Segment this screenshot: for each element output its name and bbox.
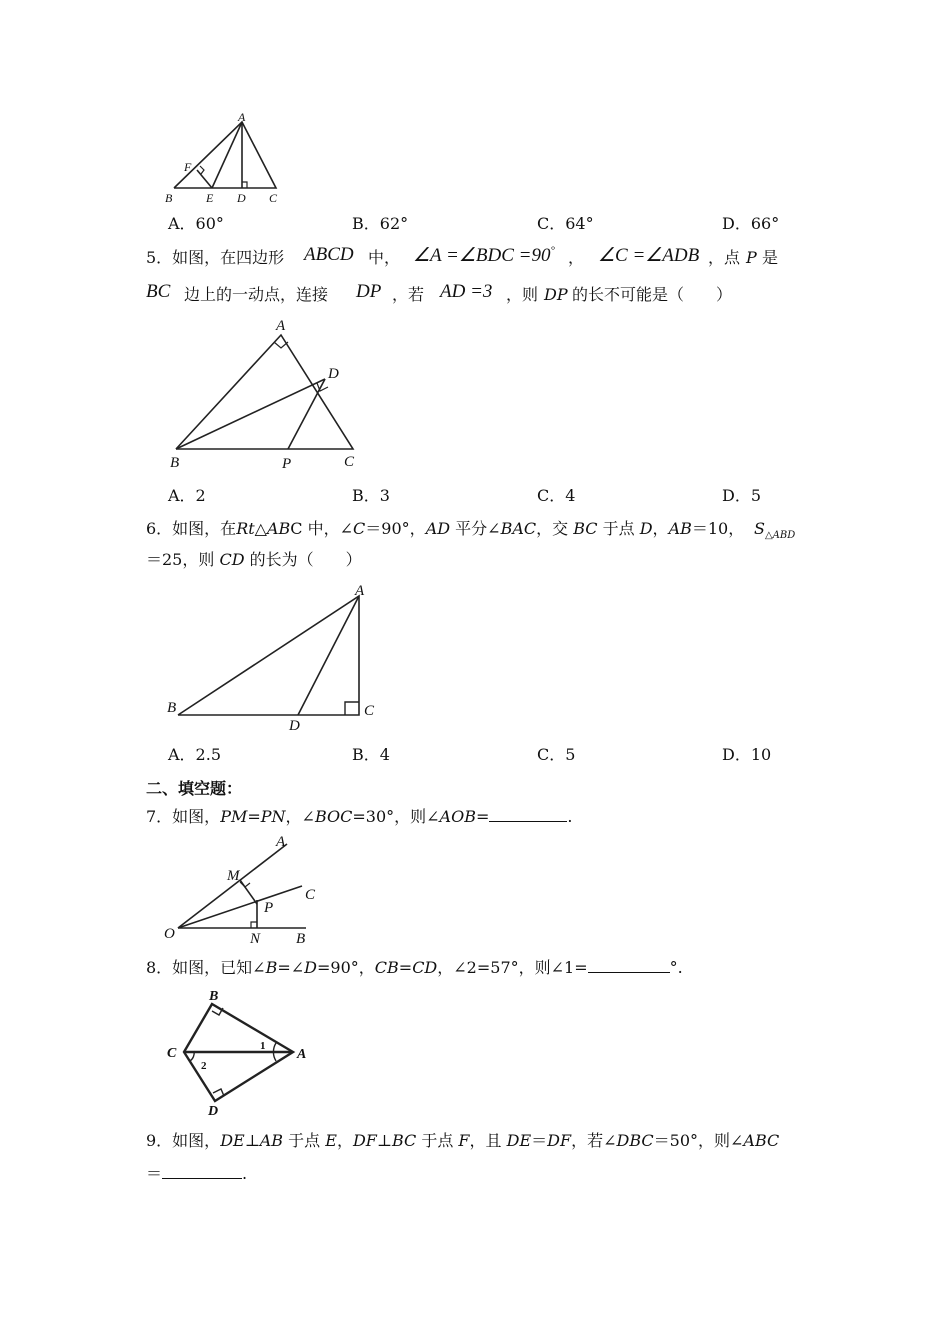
q7-label-o: O <box>164 926 175 942</box>
q9-seg-2: ⊥ <box>244 1131 260 1150</box>
q5-option-c: C．4 <box>537 486 576 505</box>
q7-text <box>146 805 572 828</box>
q6-line1-seg-10: 平分∠ <box>450 519 501 538</box>
q8-label-a: A <box>297 1047 307 1062</box>
q6-line1-seg-0: 6．如图，在 <box>146 519 237 538</box>
q9-seg-1: DE <box>220 1131 245 1150</box>
q5-line2-text1: 边上的一动点，连接 <box>184 285 329 304</box>
q8-angle-1: 1 <box>260 1040 266 1052</box>
q8-seg-5: CB <box>374 958 399 977</box>
q6-line1-seg-13: BC <box>573 519 598 538</box>
q8-seg-3: D <box>304 958 317 977</box>
q9-seg-4: 于点 <box>283 1131 326 1150</box>
q6-line1-seg-3: AB <box>266 519 291 538</box>
q8-seg-8: ，∠2=57°，则∠1= <box>437 958 588 977</box>
q7-seg-8: = <box>475 807 490 826</box>
q7-label-b: B <box>296 931 306 947</box>
q9-seg-18: ＝50°，则∠ <box>653 1131 744 1150</box>
q5-option-a: A．2 <box>168 486 206 505</box>
q9-tail: . <box>242 1164 248 1183</box>
q7-label-p: P <box>264 900 274 916</box>
q5-label-a: A <box>276 318 286 334</box>
q6-line1-seg-11: BAC <box>500 519 537 538</box>
q8-seg-4: =90°， <box>317 958 375 977</box>
q7-tail: . <box>567 807 573 826</box>
q5-ad: AD =3 <box>440 281 493 302</box>
q9-seg-11: F <box>458 1131 470 1150</box>
q8-tail: °. <box>669 958 683 977</box>
q6-area-symbol: $S_{\triangle ABD}$ <box>754 519 796 542</box>
q8-text <box>146 956 683 979</box>
q6-line1-seg-4: C 中，∠ <box>290 519 354 538</box>
q9-seg-10: 于点 <box>416 1131 459 1150</box>
q9-seg-0: 9．如图， <box>146 1131 221 1150</box>
q5-figure <box>160 315 370 477</box>
q6-line1 <box>146 518 744 540</box>
q5-text-shi: 是 <box>762 248 779 267</box>
q5-comma: ， <box>568 248 585 267</box>
q9-seg-7: DF <box>352 1131 377 1150</box>
q4-label-c: C <box>269 191 278 205</box>
q4-label-a: A <box>238 110 246 124</box>
q5-bc: BC <box>146 281 171 302</box>
q5-line2-text3: ，则 <box>506 285 539 304</box>
q9-seg-12: ，且 <box>469 1131 507 1150</box>
q5-option-b: B．3 <box>352 486 390 505</box>
q8-seg-7: CD <box>412 958 438 977</box>
q5-text-dian: ，点 <box>708 248 741 267</box>
q6-line1-seg-1: Rt <box>236 519 255 538</box>
q6-line1-seg-8: ， <box>409 519 426 538</box>
q5-label-p: P <box>282 456 292 472</box>
q7-seg-7: AOB <box>439 807 476 826</box>
q4-label-b: B <box>165 191 173 205</box>
q9-seg-17: DBC <box>616 1131 654 1150</box>
q6-option-b: B．4 <box>352 745 390 764</box>
q7-seg-6: =30°，则∠ <box>352 807 440 826</box>
q4-option-a: A．60° <box>168 214 224 233</box>
q7-answer-blank[interactable] <box>489 805 567 822</box>
q5-line2-text2: ，若 <box>392 285 425 304</box>
q8-angle-2: 2 <box>201 1060 207 1072</box>
q7-figure <box>160 832 320 948</box>
q6-label-a: A <box>355 583 365 599</box>
q6-line1-seg-15: D <box>639 519 653 538</box>
q8-seg-6: = <box>398 958 413 977</box>
q6-figure <box>160 580 390 738</box>
q6-line1-seg-18: ＝10， <box>691 519 745 538</box>
q6-line1-seg-16: ， <box>652 519 669 538</box>
q9-line1 <box>146 1130 779 1152</box>
q8-seg-0: 8．如图，已知∠ <box>146 958 266 977</box>
q7-seg-0: 7．如图， <box>146 807 221 826</box>
q5-label-c: C <box>344 454 355 470</box>
q4-option-c: C．64° <box>537 214 594 233</box>
q9-line2 <box>146 1162 247 1185</box>
q7-parts <box>146 807 489 826</box>
q7-label-n: N <box>250 931 261 947</box>
q4-option-d: D．66° <box>722 214 780 233</box>
q7-seg-1: PM <box>220 807 248 826</box>
q6-label-d: D <box>289 718 300 734</box>
q9-seg-13: DE <box>506 1131 532 1150</box>
q6-label-c: C <box>364 703 375 719</box>
q5-dp: DP <box>356 281 382 302</box>
q4-label-f: F <box>184 160 192 174</box>
q7-label-m: M <box>227 868 240 884</box>
q8-label-d: D <box>208 1104 219 1119</box>
q9-seg-15: DF <box>547 1131 572 1150</box>
q7-label-a: A <box>276 834 286 850</box>
q8-parts <box>146 958 588 977</box>
q8-label-c: C <box>167 1046 177 1061</box>
q9-answer-blank[interactable] <box>162 1162 242 1179</box>
q4-option-b: B．62° <box>352 214 409 233</box>
q6-option-a: A．2.5 <box>168 745 222 764</box>
q4-figure <box>160 110 290 206</box>
q5-line2-text4: 的长不可能是（ ） <box>572 285 733 304</box>
q8-label-b: B <box>209 989 219 1004</box>
q5-point-p: P <box>746 248 757 267</box>
q6-option-d: D．10 <box>722 745 772 764</box>
q6-line1-seg-5: C <box>353 519 366 538</box>
q6-label-b: B <box>167 700 177 716</box>
q7-seg-5: BOC <box>314 807 353 826</box>
q5-number: 5．如图，在四边形 <box>146 248 285 267</box>
q6-line2 <box>146 549 362 571</box>
q6-option-c: C．5 <box>537 745 576 764</box>
q6-line1-seg-12: ，交 <box>536 519 574 538</box>
q7-seg-3: PN <box>260 807 286 826</box>
q5-label-d: D <box>328 366 339 382</box>
q8-seg-2: =∠ <box>277 958 305 977</box>
q8-answer-blank[interactable] <box>588 956 670 973</box>
q6-line2-seg-0: ＝25，则 <box>146 550 220 569</box>
q6-line1-seg-14: 于点 <box>597 519 640 538</box>
q9-seg-16: ，若∠ <box>571 1131 617 1150</box>
q5-dp2: DP <box>544 285 568 304</box>
q9-seg-19: ABC <box>743 1131 780 1150</box>
q4-label-e: E <box>206 191 214 205</box>
q6-line1-seg-7: ° <box>401 519 410 538</box>
q8-seg-1: B <box>265 958 278 977</box>
q5-angle-cond2: ∠C =∠ADB <box>598 245 700 266</box>
q6-line1-seg-17: AB <box>668 519 692 538</box>
q7-seg-4: ，∠ <box>285 807 315 826</box>
q9-seg-3: AB <box>259 1131 284 1150</box>
q9-seg-5: E <box>325 1131 337 1150</box>
q6-line1-seg-2: △ <box>254 519 267 538</box>
q9-seg-14: ＝ <box>531 1131 548 1150</box>
q9-seg-9: BC <box>391 1131 417 1150</box>
q5-label-b: B <box>170 455 180 471</box>
q6-line1-seg-6: ＝90 <box>365 519 402 538</box>
q4-label-d: D <box>237 191 246 205</box>
q7-seg-2: = <box>247 807 261 826</box>
q6-line2-seg-1: CD <box>219 550 245 569</box>
q9-seg-8: ⊥ <box>376 1131 392 1150</box>
q7-label-c: C <box>305 887 316 903</box>
q8-figure <box>160 985 320 1119</box>
section-fill-blank-title: 二、填空题： <box>146 779 243 798</box>
q9-seg-6: ， <box>336 1131 353 1150</box>
q6-line2-seg-2: 的长为（ ） <box>244 550 362 569</box>
q5-option-d: D．5 <box>722 486 762 505</box>
q5-text-zhong: 中， <box>368 248 401 267</box>
q9-equals: ＝ <box>146 1164 163 1183</box>
q5-quad: ABCD <box>304 244 354 265</box>
q5-angle-cond: ∠A =∠BDC =90° <box>413 244 555 266</box>
q6-line1-seg-9: AD <box>425 519 451 538</box>
